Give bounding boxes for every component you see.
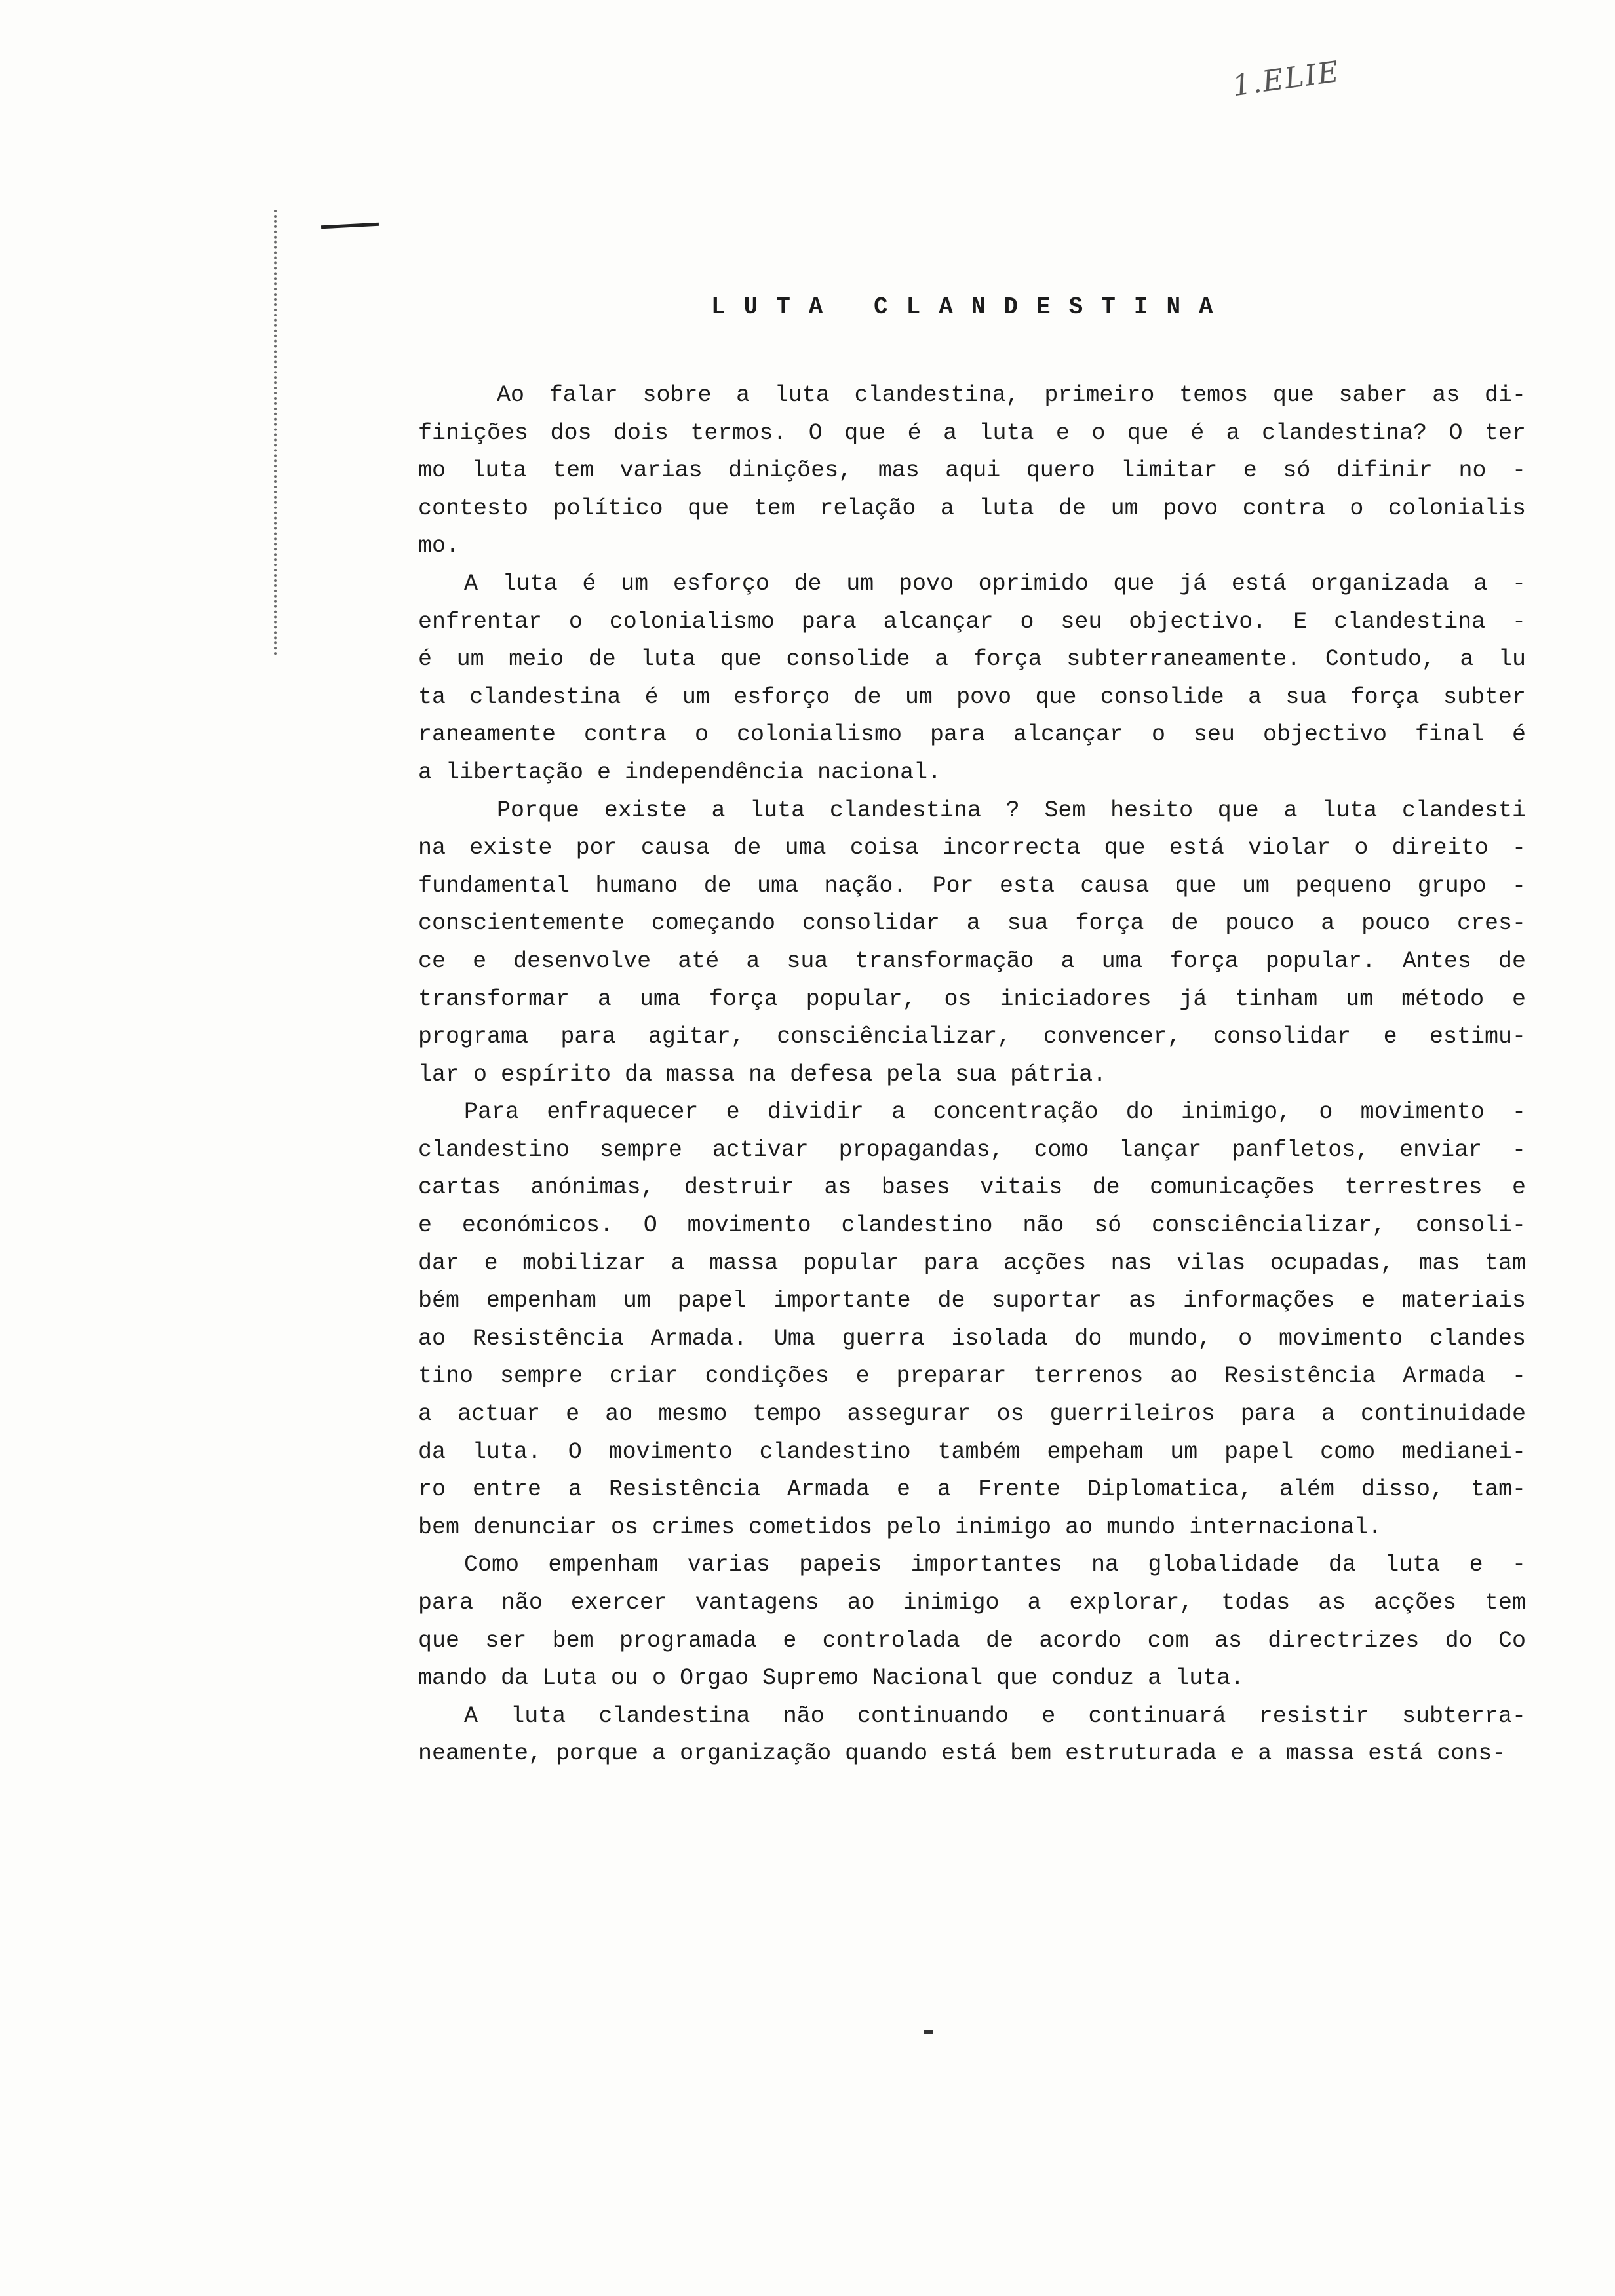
text-line: Como empenham varias papeis importantes na globalidade da luta e - [464, 1552, 1526, 1578]
text-line: ce e desenvolve até a sua transformação a uma força popular. Antes de [418, 947, 1526, 974]
text-line: mando da Luta ou o Orgao Supremo Nacional que conduz a luta. [418, 1665, 1245, 1692]
text-line: e económicos. O movimento clandestino não só consciêncializar, consoli- [418, 1212, 1526, 1239]
text-line: tino sempre criar condições e preparar terrenos ao Resistência Armada - [418, 1363, 1526, 1390]
text-line: que ser bem programada e controlada de acordo com as directrizes do Co [418, 1627, 1526, 1654]
binding-mark [321, 223, 379, 229]
text-line: clandestino sempre activar propagandas, como lançar panfletos, enviar - [418, 1136, 1526, 1163]
text-line: neamente, porque a organização quando está bem estruturada e a massa está cons- [418, 1740, 1506, 1767]
text-line: mo luta tem varias dinições, mas aqui quero limitar e só difinir no - [418, 457, 1526, 484]
text-line: cartas anónimas, destruir as bases vitais de comunicações terrestres e [418, 1174, 1526, 1201]
text-line: lar o espírito da massa na defesa pela sua pátria. [418, 1061, 1107, 1088]
text-line: A luta é um esforço de um povo oprimido que já está organizada a - [464, 570, 1526, 597]
document-body [418, 377, 1526, 1773]
text-line: A luta clandestina não continuando e continuará resistir subterra- [464, 1702, 1526, 1729]
text-line: da luta. O movimento clandestino também empeham um papel como medianei- [418, 1438, 1526, 1465]
binding-holes [274, 210, 279, 655]
page-mark [924, 2030, 933, 2034]
document-title: LUTA CLANDESTINA [711, 294, 1232, 320]
text-line: ta clandestina é um esforço de um povo que consolide a sua força subter [418, 683, 1526, 710]
text-line: contesto político que tem relação a luta de um povo contra o colonialis [418, 495, 1526, 522]
text-line: é um meio de luta que consolide a força subterraneamente. Contudo, a lu [418, 646, 1526, 673]
text-line: fundamental humano de uma nação. Por esta causa que um pequeno grupo - [418, 872, 1526, 899]
text-line: Ao falar sobre a luta clandestina, primeiro temos que saber as di- [497, 382, 1526, 408]
text-line: finições dos dois termos. O que é a luta e o que é a clandestina? O ter [418, 419, 1526, 446]
text-line: raneamente contra o colonialismo para alcançar o seu objectivo final é [418, 721, 1526, 748]
text-line: Porque existe a luta clandestina ? Sem hesito que a luta clandesti [497, 797, 1526, 824]
text-line: mo. [418, 533, 460, 560]
text-line: para não exercer vantagens ao inimigo a explorar, todas as acções tem [418, 1590, 1526, 1616]
text-line: a libertação e independência nacional. [418, 759, 942, 786]
handwritten-reference: 1.ELIE [1230, 54, 1342, 104]
text-line: transformar a uma força popular, os iniciadores já tinham um método e [418, 985, 1526, 1012]
text-line: bem denunciar os crimes cometidos pelo inimigo ao mundo internacional. [418, 1514, 1382, 1540]
text-line: dar e mobilizar a massa popular para acções nas vilas ocupadas, mas tam [418, 1250, 1526, 1276]
text-line: ao Resistência Armada. Uma guerra isolada do mundo, o movimento clandes [418, 1325, 1526, 1352]
text-line: na existe por causa de uma coisa incorrecta que está violar o direito - [418, 835, 1526, 862]
text-line: conscientemente começando consolidar a sua força de pouco a pouco cres- [418, 910, 1526, 937]
text-line: a actuar e ao mesmo tempo assegurar os guerrileiros para a continuidade [418, 1401, 1526, 1428]
text-line: programa para agitar, consciêncializar, convencer, consolidar e estimu- [418, 1024, 1526, 1050]
text-line: Para enfraquecer e dividir a concentração do inimigo, o movimento - [464, 1099, 1526, 1126]
text-line: enfrentar o colonialismo para alcançar o seu objectivo. E clandestina - [418, 608, 1526, 635]
text-line: ro entre a Resistência Armada e a Frente Diplomatica, além disso, tam- [418, 1476, 1526, 1503]
text-line: bém empenham um papel importante de suportar as informações e materiais [418, 1288, 1526, 1314]
